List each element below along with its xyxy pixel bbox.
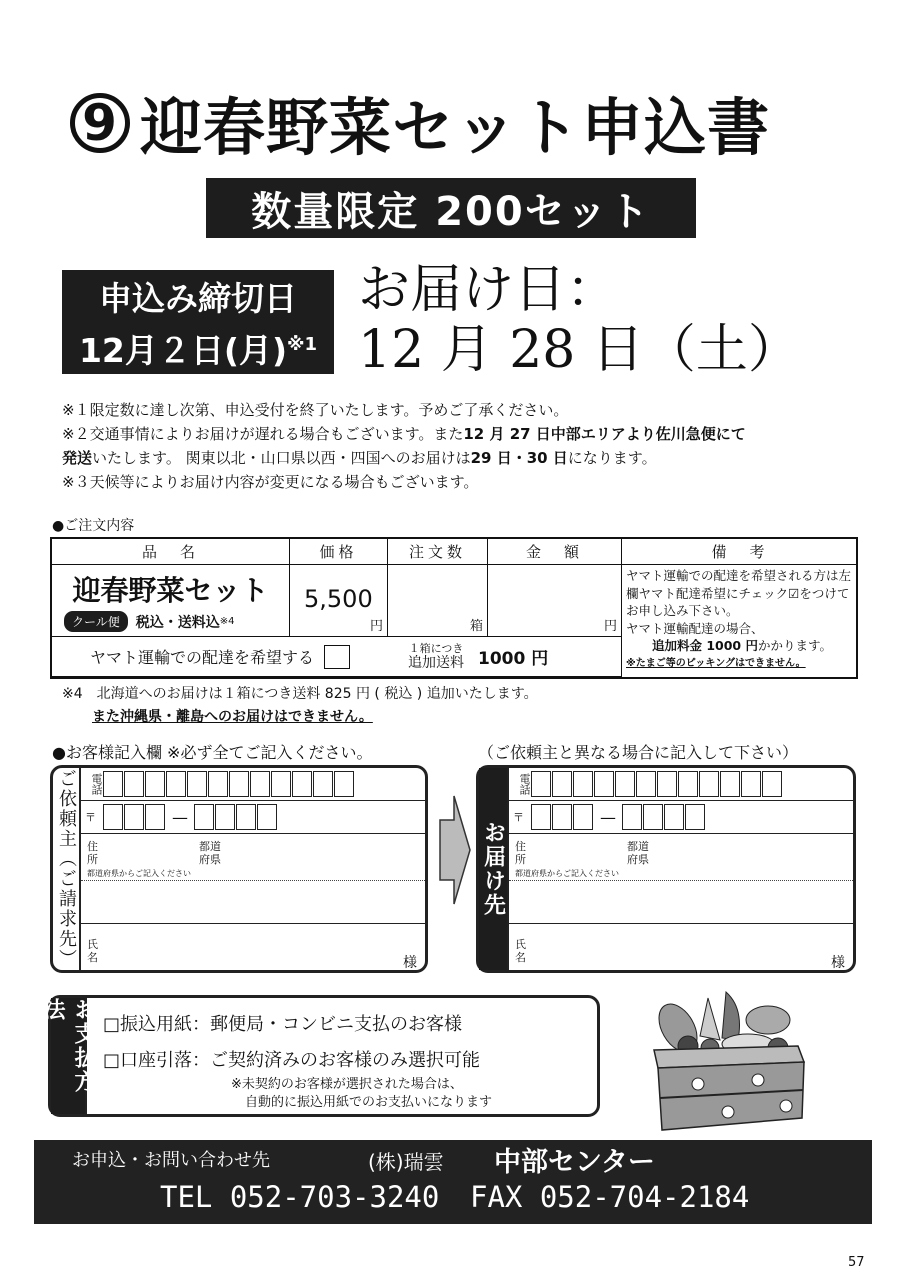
- deadline-label: 申込み締切日: [99, 279, 297, 318]
- deadline-mark: ※1: [287, 334, 318, 355]
- header-product: 品 名: [52, 539, 290, 565]
- arrow-right-icon: [436, 790, 472, 910]
- price-cell: 5,500 円: [290, 565, 388, 637]
- notes: [62, 398, 862, 494]
- note-2-cont: 発送いたします。 関東以北・山口県以西・四国へのお届けは29 日・30 日になります。: [62, 449, 657, 467]
- yamato-row: ヤマト運輸での配達を希望する １箱につき 追加送料 1000 円: [52, 637, 622, 677]
- header-quantity: 注文数: [388, 539, 488, 565]
- delivery-zip-row[interactable]: 〒 —: [509, 801, 853, 834]
- remarks: ヤマト運輸での配達を希望される方は左欄ヤマト配達希望にチェック☑をつけてお申し込み下さい。 ヤマト運輸配達の場合、 追加料金 1000 円かかります。 ※たまご等のピッキングはできません。: [626, 568, 852, 669]
- amount-cell: 円: [488, 565, 622, 637]
- customer-side-label: ご依頼主（ご請求先）: [53, 768, 81, 970]
- vegetable-box-illustration: [648, 988, 808, 1134]
- title-text: 迎春野菜セット申込書: [140, 91, 771, 164]
- delivery-address-row[interactable]: 住所 都道 府県 都道府県からご記入ください: [509, 834, 853, 924]
- contact-label: お申込・お問い合わせ先: [72, 1150, 270, 1171]
- delivery-to-form: [476, 765, 856, 973]
- page-number: 57: [848, 1255, 865, 1270]
- fax-number: FAX 052-704-2184: [470, 1180, 750, 1214]
- delivery-label: お届け日：: [358, 260, 619, 320]
- customer-tel-row[interactable]: 電話: [81, 768, 425, 801]
- delivery-name-row[interactable]: 氏名 様: [515, 938, 845, 971]
- extra-fee: 1000 円: [478, 649, 549, 669]
- header-amount: 金 額: [488, 539, 622, 565]
- delivery-side-label: お届け先: [479, 768, 509, 970]
- order-table: [50, 537, 858, 679]
- circled-number: 9: [70, 93, 130, 153]
- cool-badge: クール便: [64, 611, 128, 632]
- order-label: ●ご注文内容: [52, 518, 135, 534]
- deadline-date: 12月２日(月): [78, 331, 288, 370]
- tax-label: 税込・送料込: [135, 614, 220, 631]
- contact-footer: [34, 1140, 872, 1224]
- payment-box: [40, 995, 600, 1117]
- note-2: ※２交通事情によりお届けが遅れる場合もございます。また12 月 27 日中部エリアより佐川急便にて: [62, 425, 746, 443]
- yamato-checkbox[interactable]: [324, 645, 350, 669]
- delivery-value: 12 月 28 日（土）: [358, 320, 800, 380]
- product-cell: 迎春野菜セット クール便 税込・送料込 ※4: [52, 565, 290, 637]
- price-value: 5,500: [304, 585, 373, 613]
- note-1: ※１限定数に達し次第、申込受付を終了いたします。予めご了承ください。: [62, 401, 569, 419]
- note-4: ※4 北海道へのお届けは１箱につき送料 825 円 ( 税込 ) 追加いたします。 また沖縄県・離島へのお届けはできません。: [62, 686, 538, 725]
- deadline-box: [62, 270, 334, 374]
- quantity-banner: 数量限定 200セット: [206, 178, 696, 238]
- page-title: [70, 78, 850, 167]
- delivery-tel-row[interactable]: 電話: [509, 768, 853, 801]
- center-name: 中部センター: [494, 1147, 655, 1178]
- tel-number[interactable]: TEL 052-703-3240: [160, 1180, 440, 1214]
- note-3: ※３天候等によりお届け内容が変更になる場合もございます。: [62, 473, 479, 491]
- delivery-to-label: （ご依頼主と異なる場合に記入して下さい）: [478, 743, 799, 762]
- header-remarks: 備 考: [622, 539, 858, 565]
- customer-label: ●お客様記入欄 ※必ず全てご記入ください。: [52, 743, 373, 762]
- delivery-date: [358, 260, 800, 380]
- product-name: 迎春野菜セット: [72, 574, 269, 607]
- yamato-label: ヤマト運輸での配達を希望する: [90, 648, 315, 667]
- payment-option-transfer[interactable]: □振込用紙：郵便局・コンビニ支払のお客様: [103, 1014, 463, 1035]
- quantity-input[interactable]: 箱: [388, 565, 488, 637]
- payment-option-debit[interactable]: □口座引落：ご契約済みのお客様のみ選択可能: [103, 1050, 481, 1071]
- customer-form: [50, 765, 428, 973]
- payment-side-label: お支払方法: [51, 998, 87, 1114]
- customer-address-row[interactable]: 住所 都道 府県 都道府県からご記入ください: [81, 834, 425, 924]
- company-name: (株)瑞雲: [368, 1150, 444, 1174]
- payment-note: ※未契約のお客様が選択された場合は、 自動的に振込用紙でのお支払いになります: [231, 1077, 493, 1110]
- customer-name-row[interactable]: 氏名 様: [87, 938, 417, 971]
- header-price: 価格: [290, 539, 388, 565]
- customer-zip-row[interactable]: 〒 —: [81, 801, 425, 834]
